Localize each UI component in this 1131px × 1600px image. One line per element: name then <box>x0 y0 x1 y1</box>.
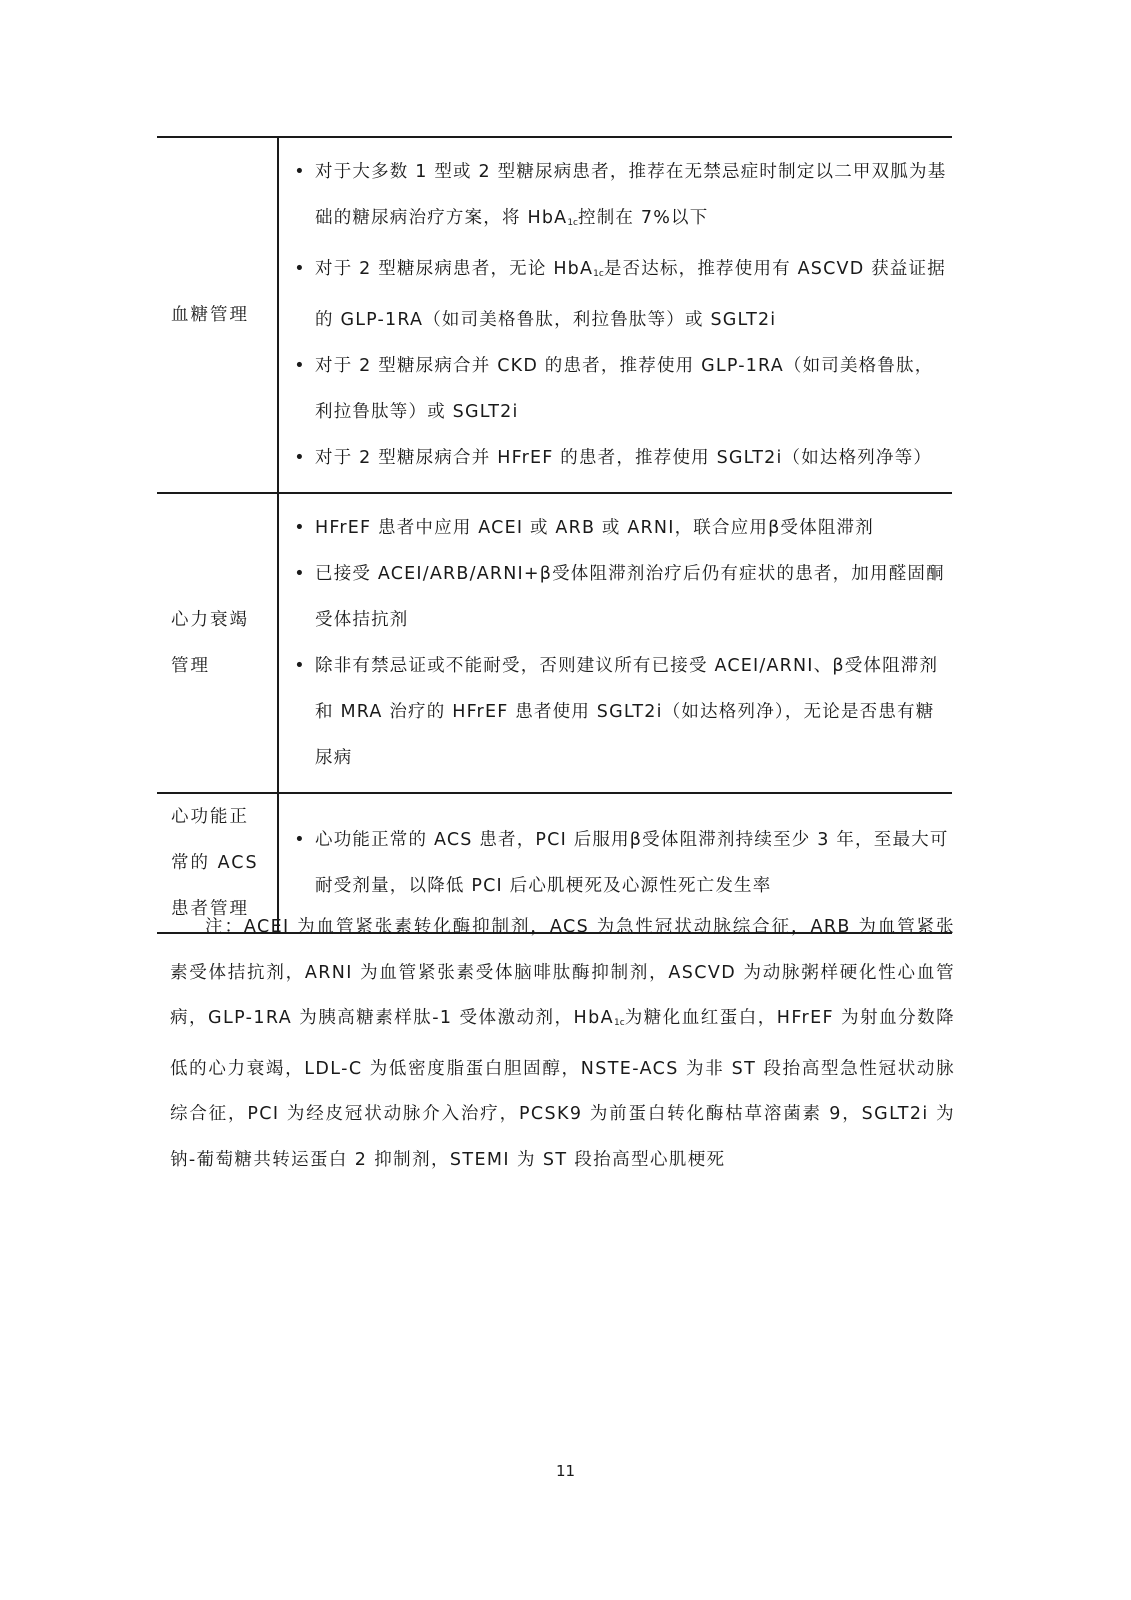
recommendation-item: • 已接受 ACEI/ARB/ARNI+β受体阻滞剂治疗后仍有症状的患者，加用醛固酮受体拮抗剂 <box>293 551 952 643</box>
bullet-icon: • <box>294 830 306 850</box>
abbreviation-note: 注：ACEI 为血管紧张素转化酶抑制剂，ACS 为急性冠状动脉综合征，ARB 为血管紧张素受体拮抗剂，ARNI 为血管紧张素受体脑啡肽酶抑制剂，ASCVD 为动脉粥样硬化性心血管病，GLP-1RA 为胰高糖素样肽-1 受体激动剂，HbA$_{1c}$为糖化血红蛋白，HFrEF 为射血分数降低的心力衰竭，LDL-C 为低密度脂蛋白胆固醇，NSTE-ACS 为非 ST 段抬高型急性冠状动脉综合征，PCI 为经皮冠状动脉介入治疗，PCSK9 为前蛋白转化酶枯草溶菌素 9，SGLT2i 为钠-葡萄糖共转运蛋白 2 抑制剂，STEMI 为 ST 段抬高型心肌梗死 <box>170 917 955 1170</box>
bullet-icon: • <box>294 162 306 182</box>
recommendation-item: • 对于 2 型糖尿病合并 HFrEF 的患者，推荐使用 SGLT2i（如达格列净等） <box>293 435 952 481</box>
category-line: 患者管理 <box>171 899 249 919</box>
bullet-icon: • <box>294 656 306 676</box>
bullet-icon: • <box>294 356 306 376</box>
content-cell <box>278 493 952 793</box>
recommendation-list <box>293 505 952 781</box>
recommendation-item: • 心功能正常的 ACS 患者，PCI 后服用β受体阻滞剂持续至少 3 年，至最大可耐受剂量，以降低 PCI 后心肌梗死及心源性死亡发生率 <box>293 817 952 909</box>
recommendation-item: • 对于大多数 1 型或 2 型糖尿病患者，推荐在无禁忌症时制定以二甲双胍为基础的糖尿病治疗方案，将 HbA$_{1c}$控制在 7%以下 <box>293 149 952 246</box>
page-number: 11 <box>555 1462 576 1480</box>
category-line: 常的 ACS <box>171 853 259 873</box>
category-line: 心功能正 <box>171 807 249 827</box>
recommendation-item: • 除非有禁忌证或不能耐受，否则建议所有已接受 ACEI/ARNI、β受体阻滞剂和 MRA 治疗的 HFrEF 患者使用 SGLT2i（如达格列净），无论是否患有糖尿病 <box>293 643 952 781</box>
bullet-icon: • <box>294 259 306 279</box>
table-row-glucose <box>157 137 952 493</box>
guideline-table <box>157 136 952 934</box>
bullet-icon: • <box>294 448 306 468</box>
bullet-icon: • <box>294 564 306 584</box>
category-line: 心力衰竭 <box>171 610 249 630</box>
content-cell <box>278 137 952 493</box>
recommendation-list <box>293 149 952 481</box>
table-row-heart-failure <box>157 493 952 793</box>
recommendation-list <box>293 817 952 909</box>
category-line: 管理 <box>171 656 210 676</box>
category-cell <box>157 137 278 493</box>
bullet-icon: • <box>294 518 306 538</box>
category-line: 血糖管理 <box>171 305 249 325</box>
recommendation-item: • 对于 2 型糖尿病合并 CKD 的患者，推荐使用 GLP-1RA（如司美格鲁肽，利拉鲁肽等）或 SGLT2i <box>293 343 952 435</box>
category-cell <box>157 493 278 793</box>
recommendation-item: • 对于 2 型糖尿病患者，无论 HbA$_{1c}$是否达标，推荐使用有 ASCVD 获益证据的 GLP-1RA（如司美格鲁肽，利拉鲁肽等）或 SGLT2i <box>293 246 952 343</box>
recommendation-item: • HFrEF 患者中应用 ACEI 或 ARB 或 ARNI，联合应用β受体阻滞剂 <box>293 505 952 551</box>
